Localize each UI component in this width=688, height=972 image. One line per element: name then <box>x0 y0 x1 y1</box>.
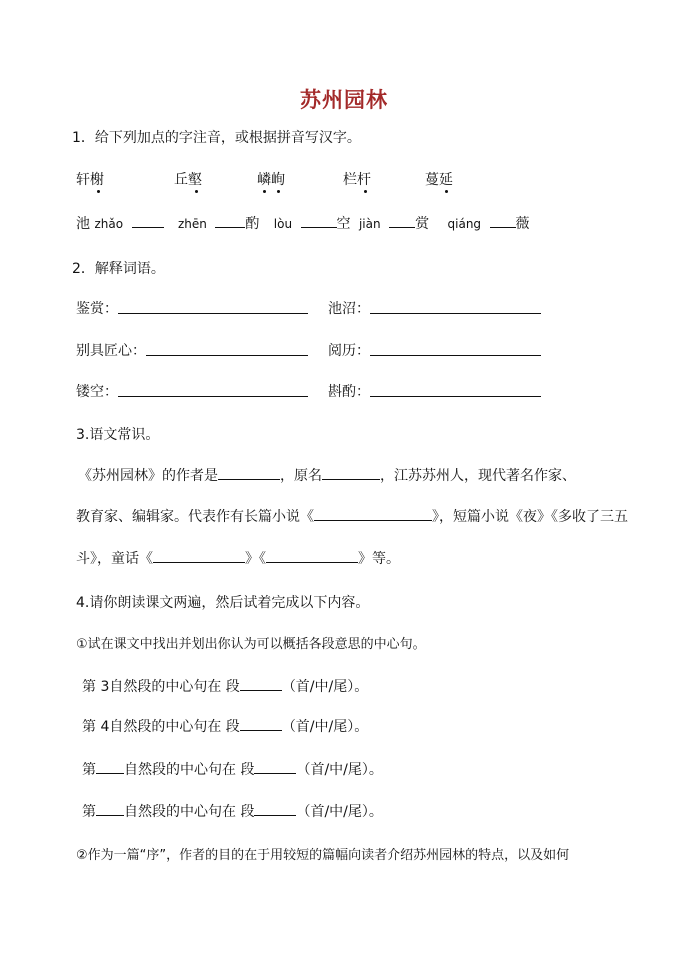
term-label: 镂空： <box>76 384 118 400</box>
q1-heading: 1．给下列加点的字注音，或根据拼音写汉字。 <box>72 130 361 146</box>
answer-blank[interactable] <box>322 465 380 480</box>
q3-text: 斗》，童话《 <box>76 551 153 567</box>
q1-word: 丘壑 <box>174 172 202 188</box>
q1-word: 轩榭 <box>76 172 104 188</box>
answer-blank[interactable] <box>96 801 124 816</box>
q4-instruction-1: ①试在课文中找出并划出你认为可以概括各段意思的中心句。 <box>76 637 426 652</box>
q4-row <box>82 676 368 696</box>
term-label: 鉴赏： <box>76 301 118 317</box>
q3-text: 教育家、编辑家。代表作有长篇小说《 <box>76 509 314 525</box>
answer-blank[interactable] <box>254 759 296 774</box>
row-suffix: （首/中/尾）。 <box>281 719 369 735</box>
term-label: 斟酌： <box>328 384 370 400</box>
row-prefix: 第 3 <box>82 679 110 695</box>
answer-blank[interactable] <box>218 465 280 480</box>
q1-word: 嶙峋 <box>257 172 285 188</box>
q3-text: ，江苏苏州人，现代著名作家、 <box>380 468 576 484</box>
emphasis-dot <box>97 190 100 193</box>
pinyin-suffix-char: 赏 <box>415 216 430 232</box>
row-text: 自然段的中心句在 段 <box>124 804 255 820</box>
q3-heading: 3.语文常识。 <box>76 427 160 443</box>
answer-line[interactable] <box>118 396 308 397</box>
row-text: 自然段的中心句在 段 <box>109 679 240 695</box>
q3-line-2 <box>76 506 628 526</box>
pinyin-text: qiáng <box>447 217 482 231</box>
answer-blank[interactable] <box>96 759 124 774</box>
q3-text: 《苏州园林》的作者是 <box>78 468 218 484</box>
answer-blank[interactable] <box>240 676 282 691</box>
row-text: 自然段的中心句在 段 <box>124 762 255 778</box>
row-prefix: 第 4 <box>82 719 110 735</box>
q4-row <box>82 801 383 821</box>
pinyin-suffix-char: 空 <box>336 216 351 232</box>
emphasis-dot <box>263 190 266 193</box>
q1-word: 栏杆 <box>343 172 371 188</box>
q3-text: 》等。 <box>358 551 400 567</box>
emphasis-dot <box>364 190 367 193</box>
row-suffix: （首/中/尾）。 <box>281 679 369 695</box>
pinyin-text: zhēn <box>177 217 207 231</box>
q4-row <box>82 716 368 736</box>
answer-blank[interactable] <box>132 213 164 228</box>
q4-instruction-2: ②作为一篇“序”，作者的目的在于用较短的篇幅向读者介绍苏州园林的特点，以及如何 <box>76 848 570 863</box>
q3-line-1 <box>78 465 576 485</box>
term-label: 阅历： <box>328 343 370 359</box>
emphasis-dot <box>277 190 280 193</box>
row-prefix: 第 <box>82 762 96 778</box>
term-label: 池沼： <box>328 301 370 317</box>
row-text: 自然段的中心句在 段 <box>109 719 240 735</box>
q3-text: 》，短篇小说《夜》《多收了三五 <box>432 509 628 525</box>
answer-blank[interactable] <box>153 548 245 563</box>
answer-blank[interactable] <box>314 506 432 521</box>
row-suffix: （首/中/尾）。 <box>296 804 383 820</box>
row-suffix: （首/中/尾）。 <box>296 762 383 778</box>
pinyin-text: zhǎo <box>94 217 124 231</box>
emphasis-dot <box>195 190 198 193</box>
emphasis-dot <box>445 190 448 193</box>
answer-line[interactable] <box>118 313 308 314</box>
pinyin-text: jiàn <box>358 217 381 231</box>
answer-blank[interactable] <box>301 213 337 228</box>
q1-pinyin-row <box>76 213 530 233</box>
term-label: 别具匠心： <box>76 343 146 359</box>
pinyin-prefix-char: 池 <box>76 216 90 232</box>
page-title: 苏州园林 <box>300 87 388 112</box>
answer-blank[interactable] <box>240 716 282 731</box>
answer-line[interactable] <box>370 355 541 356</box>
answer-blank[interactable] <box>254 801 296 816</box>
q1-word: 蔓延 <box>425 172 453 188</box>
answer-blank[interactable] <box>389 213 415 228</box>
answer-blank[interactable] <box>266 548 358 563</box>
pinyin-suffix-char: 薇 <box>515 216 530 232</box>
pinyin-suffix-char: 酌 <box>245 216 260 232</box>
pinyin-text: lòu <box>273 217 293 231</box>
q3-line-3 <box>76 548 400 568</box>
answer-line[interactable] <box>370 396 541 397</box>
answer-line[interactable] <box>370 313 541 314</box>
q4-row <box>82 759 383 779</box>
answer-blank[interactable] <box>490 213 516 228</box>
q4-heading: 4.请你朗读课文两遍，然后试着完成以下内容。 <box>76 595 370 611</box>
q2-heading: 2．解释词语。 <box>72 261 165 277</box>
q3-text: 》《 <box>245 551 266 567</box>
answer-line[interactable] <box>146 355 308 356</box>
q3-text: ，原名 <box>280 468 322 484</box>
row-prefix: 第 <box>82 804 96 820</box>
answer-blank[interactable] <box>215 213 245 228</box>
